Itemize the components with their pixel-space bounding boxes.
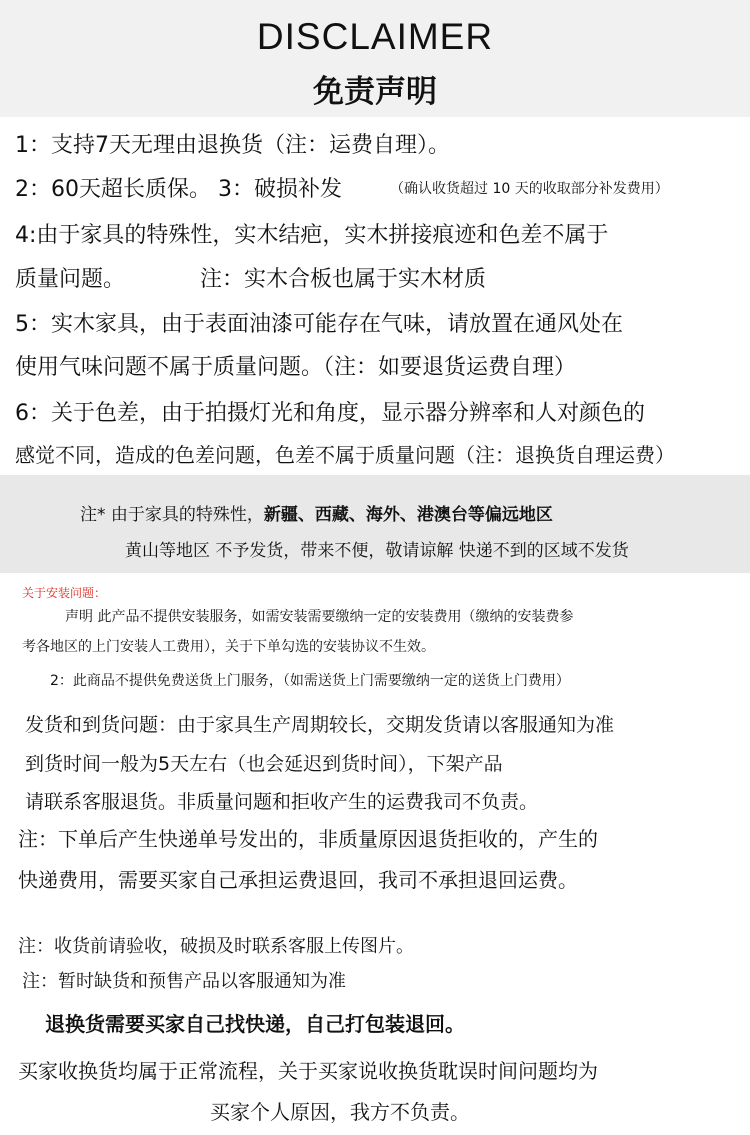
- delivery-line-4: 注：下单后产生快递单号发出的，非质量原因退货拒收的，产生的: [18, 827, 598, 851]
- policy-line-5: 5：实木家具，由于表面油漆可能存在气味，请放置在通风处在: [15, 312, 623, 337]
- page-title-en: DISCLAIMER: [256, 16, 494, 57]
- note-line-1: 注：收货前请验收，破损及时联系客服上传图片。: [18, 936, 414, 957]
- delivery-line-5: 快递费用，需要买家自己承担运费退回，我司不承担退回运费。: [18, 868, 578, 892]
- install-line-1: 声明 此产品不提供安装服务，如需安装需要缴纳一定的安装费用（缴纳的安装费参: [65, 609, 574, 625]
- policy-line-4: 质量问题。: [15, 267, 126, 292]
- policy-line-4-note: 注：实木合板也属于实木材质: [200, 267, 487, 292]
- remote-notice-prefix: 注* 由于家具的特殊性，: [80, 505, 264, 525]
- delivery-line-1: 发货和到货问题：由于家具生产周期较长，交期发货请以客服通知为准: [25, 714, 615, 736]
- page-title-cn: 免责声明: [313, 74, 437, 110]
- policy-line-8: 感觉不同，造成的色差问题，色差不属于质量问题（注：退换货自理运费）: [15, 443, 675, 467]
- policy-line-2: 2：60天超长质保。 3：破损补发: [15, 177, 342, 202]
- header-banner: [0, 0, 750, 117]
- note-line-5: 买家个人原因，我方不负责。: [210, 1100, 470, 1124]
- delivery-line-3: 请联系客服退货。非质量问题和拒收产生的运费我司不负责。: [25, 791, 539, 813]
- delivery-line-2: 到货时间一般为5天左右（也会延迟到货时间），下架产品: [25, 753, 503, 775]
- install-line-3: 2：此商品不提供免费送货上门服务，（如需送货上门需要缴纳一定的送货上门费用）: [50, 673, 570, 689]
- policy-line-6: 使用气味问题不属于质量问题。（注：如要退货运费自理）: [15, 355, 577, 380]
- policy-line-3: 4:由于家具的特殊性，实木结疤，实木拼接痕迹和色差不属于: [15, 223, 609, 248]
- remote-notice-line-1: [80, 500, 553, 525]
- remote-area-notice: [0, 475, 750, 573]
- policy-line-2-note: （确认收货超过 10 天的收取部分补发费用）: [390, 181, 669, 197]
- remote-notice-line-2: 黄山等地区 不予发货，带来不便，敬请谅解 快递不到的区域不发货: [125, 541, 629, 561]
- install-heading: 关于安装问题：: [22, 586, 107, 600]
- policy-line-1: 1：支持7天无理由退换货（注：运费自理）。: [15, 133, 450, 158]
- remote-notice-regions: 新疆、西藏、海外、港澳台等偏远地区: [263, 505, 553, 525]
- note-line-2: 注：暂时缺货和预售产品以客服通知为准: [22, 971, 346, 992]
- note-line-3: 退换货需要买家自己找快递，自己打包装退回。: [45, 1012, 465, 1036]
- install-line-2: 考各地区的上门安装人工费用），关于下单勾选的安装协议不生效。: [22, 639, 435, 655]
- policy-line-7: 6：关于色差，由于拍摄灯光和角度，显示器分辨率和人对颜色的: [15, 401, 645, 426]
- note-line-4: 买家收换货均属于正常流程，关于买家说收换货耽误时间问题均为: [18, 1059, 598, 1083]
